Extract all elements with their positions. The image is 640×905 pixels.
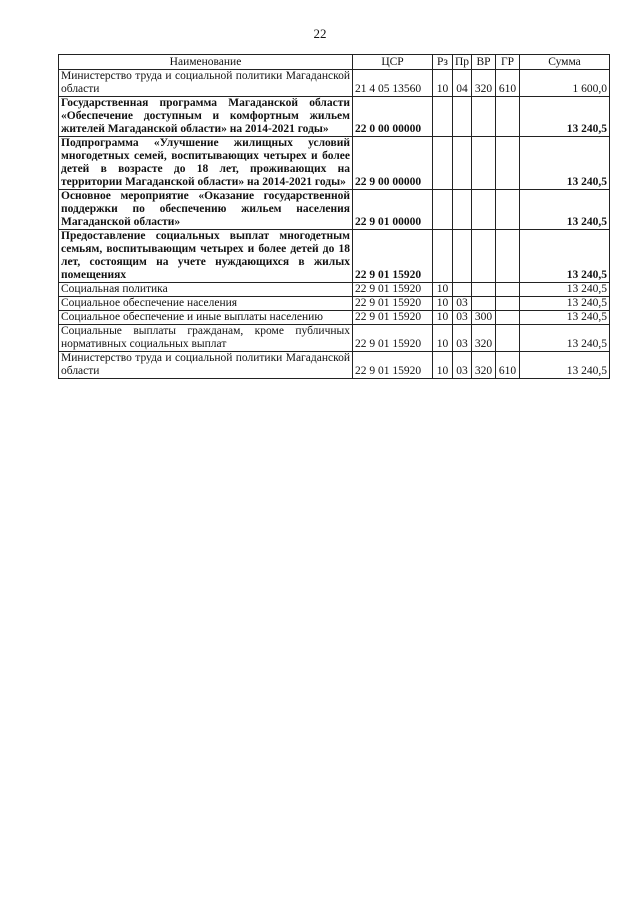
cell-gr	[496, 283, 520, 297]
cell-sum: 13 240,5	[520, 230, 610, 283]
header-name: Наименование	[59, 55, 353, 70]
cell-name: Социальные выплаты гражданам, кроме публичных нормативных социальных выплат	[59, 325, 353, 352]
table-row	[59, 190, 610, 230]
cell-vr	[472, 283, 496, 297]
cell-name: Социальная политика	[59, 283, 353, 297]
cell-gr	[496, 230, 520, 283]
cell-csr: 22 9 01 15920	[353, 230, 433, 283]
cell-sum: 13 240,5	[520, 137, 610, 190]
cell-gr	[496, 97, 520, 137]
cell-rz: 10	[433, 297, 453, 311]
cell-vr: 320	[472, 325, 496, 352]
cell-sum: 13 240,5	[520, 283, 610, 297]
cell-vr	[472, 190, 496, 230]
table-header-row	[59, 55, 610, 70]
table-row	[59, 97, 610, 137]
cell-gr	[496, 325, 520, 352]
table-row	[59, 325, 610, 352]
cell-name: Предоставление социальных выплат многодетным семьям, воспитывающим четырех и более детей до 18 лет, состоящим на учете нуждающихся в жилых помещениях	[59, 230, 353, 283]
cell-name: Социальное обеспечение населения	[59, 297, 353, 311]
cell-rz: 10	[433, 70, 453, 97]
cell-pr: 03	[453, 352, 472, 379]
cell-rz: 10	[433, 283, 453, 297]
cell-pr	[453, 230, 472, 283]
cell-rz	[433, 190, 453, 230]
table-row	[59, 283, 610, 297]
page-number: 22	[313, 26, 327, 41]
header-csr: ЦСР	[353, 55, 433, 70]
table-row	[59, 230, 610, 283]
cell-csr: 22 9 01 15920	[353, 283, 433, 297]
cell-vr: 300	[472, 311, 496, 325]
cell-csr: 22 0 00 00000	[353, 97, 433, 137]
cell-name: Основное мероприятие «Оказание государственной поддержки по обеспечению жильем населения Магаданской области»	[59, 190, 353, 230]
cell-pr: 03	[453, 297, 472, 311]
cell-gr	[496, 190, 520, 230]
cell-rz	[433, 97, 453, 137]
header-sum: Сумма	[520, 55, 610, 70]
cell-vr	[472, 137, 496, 190]
cell-sum: 1 600,0	[520, 70, 610, 97]
cell-sum: 13 240,5	[520, 325, 610, 352]
cell-sum: 13 240,5	[520, 352, 610, 379]
cell-gr: 610	[496, 352, 520, 379]
cell-csr: 22 9 01 15920	[353, 352, 433, 379]
cell-pr	[453, 97, 472, 137]
cell-gr	[496, 311, 520, 325]
header-vr: ВР	[472, 55, 496, 70]
cell-pr	[453, 137, 472, 190]
cell-name: Государственная программа Магаданской области «Обеспечение доступным и комфортным жильем жителей Магаданской области» на 2014-2021 годы»	[59, 97, 353, 137]
cell-pr: 03	[453, 311, 472, 325]
cell-csr: 22 9 00 00000	[353, 137, 433, 190]
cell-rz	[433, 230, 453, 283]
table-row	[59, 297, 610, 311]
cell-vr: 320	[472, 352, 496, 379]
cell-rz: 10	[433, 311, 453, 325]
cell-sum: 13 240,5	[520, 190, 610, 230]
cell-vr: 320	[472, 70, 496, 97]
cell-pr: 04	[453, 70, 472, 97]
header-pr: Пр	[453, 55, 472, 70]
cell-sum: 13 240,5	[520, 311, 610, 325]
table-row	[59, 70, 610, 97]
cell-name: Подпрограмма «Улучшение жилищных условий многодетных семей, воспитывающих четырех и более детей в возрасте до 18 лет, проживающих на территории Магаданской области» на 2014-2021 годы»	[59, 137, 353, 190]
cell-rz: 10	[433, 352, 453, 379]
cell-gr: 610	[496, 70, 520, 97]
cell-pr	[453, 283, 472, 297]
cell-name: Министерство труда и социальной политики Магаданской области	[59, 70, 353, 97]
budget-table	[58, 54, 610, 379]
cell-gr	[496, 297, 520, 311]
cell-vr	[472, 297, 496, 311]
cell-gr	[496, 137, 520, 190]
cell-name: Министерство труда и социальной политики Магаданской области	[59, 352, 353, 379]
table-row	[59, 137, 610, 190]
cell-rz: 10	[433, 325, 453, 352]
cell-rz	[433, 137, 453, 190]
table-row	[59, 352, 610, 379]
cell-sum: 13 240,5	[520, 297, 610, 311]
cell-pr	[453, 190, 472, 230]
cell-sum: 13 240,5	[520, 97, 610, 137]
cell-csr: 22 9 01 15920	[353, 311, 433, 325]
table-row	[59, 311, 610, 325]
cell-csr: 22 9 01 00000	[353, 190, 433, 230]
header-gr: ГР	[496, 55, 520, 70]
header-rz: Рз	[433, 55, 453, 70]
cell-vr	[472, 230, 496, 283]
cell-csr: 22 9 01 15920	[353, 297, 433, 311]
cell-vr	[472, 97, 496, 137]
cell-csr: 21 4 05 13560	[353, 70, 433, 97]
cell-pr: 03	[453, 325, 472, 352]
cell-csr: 22 9 01 15920	[353, 325, 433, 352]
cell-name: Социальное обеспечение и иные выплаты населению	[59, 311, 353, 325]
